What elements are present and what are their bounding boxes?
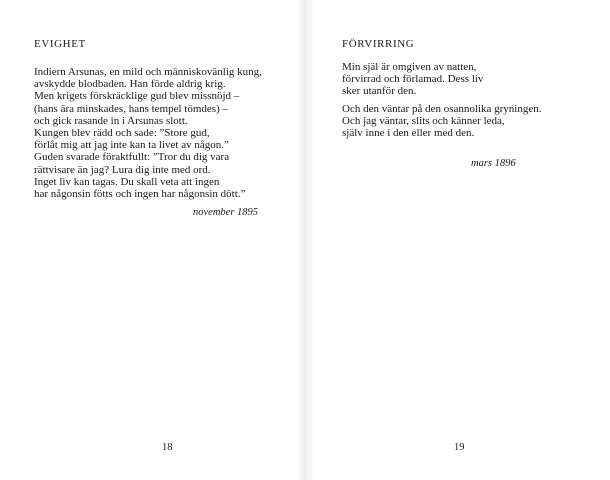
poem-line: sker utanför den. bbox=[342, 85, 417, 98]
poem-date: november 1895 bbox=[193, 207, 259, 218]
poem-line: avskydde blodbaden. Han förde aldrig krig. bbox=[34, 78, 226, 91]
page-number: 19 bbox=[454, 442, 465, 453]
poem-line: rättvisare än jag? Lura dig inte med ord. bbox=[34, 163, 211, 176]
poem-title: EVIGHET bbox=[34, 38, 86, 50]
poem-line: förlåt mig att jag inte kan ta livet av någon.” bbox=[34, 139, 229, 152]
poem-line: Min själ är omgiven av natten, bbox=[342, 61, 477, 73]
poem-stanza bbox=[34, 66, 262, 200]
poem-line: Guden svarade föraktfullt: ”Tror du dig vara bbox=[34, 151, 230, 164]
poem-line: Inget liv kan tagas. Du skall veta att ingen bbox=[34, 175, 220, 188]
right-page bbox=[305, 0, 610, 480]
poem-date: mars 1896 bbox=[471, 158, 516, 169]
poem-line: själv inne i den eller med den. bbox=[342, 127, 475, 140]
poem-line: Kungen blev rädd och sade: ”Store gud, bbox=[34, 127, 210, 140]
poem-line: har någonsin fötts och ingen har någonsin dött.” bbox=[34, 188, 246, 201]
poem-title: FÖRVIRRING bbox=[342, 38, 415, 50]
page-number: 18 bbox=[162, 442, 173, 453]
poem-stanza bbox=[342, 61, 483, 98]
poem-line: Och den väntar på den osannolika gryningen. bbox=[342, 103, 542, 115]
poem-line: Indiern Arsunas, en mild och människovänlig kung, bbox=[34, 66, 262, 78]
poem-line: (hans ära minskades, hans tempel tömdes) – bbox=[34, 102, 228, 115]
book-gutter bbox=[296, 0, 314, 480]
poem-line: Men krigets förskräcklige gud blev missnöjd – bbox=[34, 90, 240, 103]
poem-line: förvirrad och förlamad. Dess liv bbox=[342, 73, 484, 86]
poem-line: Och jag väntar, slits och känner leda, bbox=[342, 115, 505, 128]
poem-line: och gick rasande in i Arsunas slott. bbox=[34, 114, 188, 127]
poem-stanza bbox=[342, 103, 541, 140]
